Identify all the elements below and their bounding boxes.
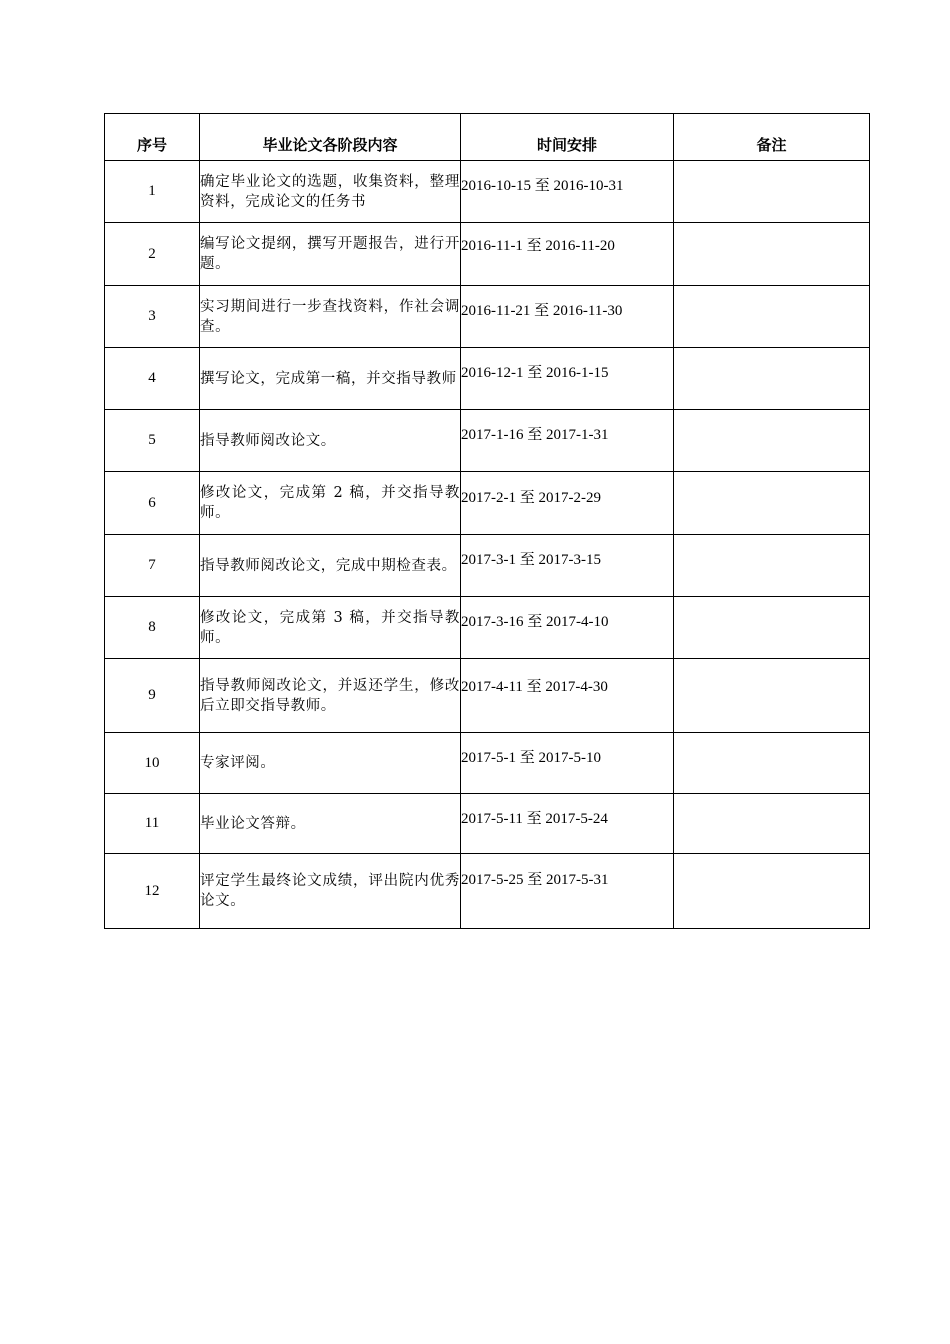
header-note: 备注 bbox=[674, 114, 870, 161]
row-note bbox=[674, 535, 870, 597]
row-content: 指导教师阅改论文，并返还学生，修改后立即交指导教师。 bbox=[200, 659, 461, 733]
table-row bbox=[105, 161, 870, 223]
row-index: 4 bbox=[105, 348, 200, 410]
row-time bbox=[461, 733, 674, 794]
row-index: 7 bbox=[105, 535, 200, 597]
row-note bbox=[674, 348, 870, 410]
row-note bbox=[674, 410, 870, 472]
row-time-text: 2016-11-21 至 2016-11-30 bbox=[461, 303, 623, 319]
header-content: 毕业论文各阶段内容 bbox=[200, 114, 461, 161]
row-time-text: 2016-12-1 至 2016-1-15 bbox=[461, 365, 609, 381]
table-row bbox=[105, 794, 870, 854]
table-row bbox=[105, 854, 870, 929]
row-time bbox=[461, 348, 674, 410]
row-time-text: 2017-3-16 至 2017-4-10 bbox=[461, 614, 609, 630]
table-row bbox=[105, 410, 870, 472]
row-content: 编写论文提纲，撰写开题报告，进行开题。 bbox=[200, 223, 461, 286]
row-index: 6 bbox=[105, 472, 200, 535]
row-note bbox=[674, 286, 870, 348]
table-row bbox=[105, 348, 870, 410]
row-content: 毕业论文答辩。 bbox=[200, 794, 461, 854]
row-time bbox=[461, 410, 674, 472]
row-time-text: 2016-10-15 至 2016-10-31 bbox=[461, 178, 624, 194]
row-index: 3 bbox=[105, 286, 200, 348]
row-note bbox=[674, 794, 870, 854]
row-time bbox=[461, 794, 674, 854]
row-index: 2 bbox=[105, 223, 200, 286]
row-time-text: 2016-11-1 至 2016-11-20 bbox=[461, 237, 615, 254]
row-time bbox=[461, 597, 674, 659]
row-time-text: 2017-5-25 至 2017-5-31 bbox=[461, 871, 609, 888]
row-index: 5 bbox=[105, 410, 200, 472]
table-row bbox=[105, 535, 870, 597]
row-content: 专家评阅。 bbox=[200, 733, 461, 794]
row-time-text: 2017-5-1 至 2017-5-10 bbox=[461, 750, 601, 766]
row-index: 10 bbox=[105, 733, 200, 794]
row-note bbox=[674, 854, 870, 929]
row-time bbox=[461, 286, 674, 348]
row-time bbox=[461, 535, 674, 597]
row-index: 12 bbox=[105, 854, 200, 929]
row-content: 确定毕业论文的选题，收集资料，整理资料，完成论文的任务书 bbox=[200, 161, 461, 223]
table-row bbox=[105, 733, 870, 794]
row-index: 9 bbox=[105, 659, 200, 733]
row-content: 撰写论文，完成第一稿，并交指导教师 bbox=[200, 348, 461, 410]
row-index: 11 bbox=[105, 794, 200, 854]
row-content: 实习期间进行一步查找资料，作社会调查。 bbox=[200, 286, 461, 348]
row-time bbox=[461, 161, 674, 223]
row-time bbox=[461, 854, 674, 929]
row-content: 修改论文，完成第 2 稿，并交指导教师。 bbox=[200, 472, 461, 535]
table-row bbox=[105, 286, 870, 348]
row-time-text: 2017-2-1 至 2017-2-29 bbox=[461, 489, 601, 506]
row-content: 评定学生最终论文成绩，评出院内优秀论文。 bbox=[200, 854, 461, 929]
table-row bbox=[105, 223, 870, 286]
row-note bbox=[674, 733, 870, 794]
table-row bbox=[105, 659, 870, 733]
table-row bbox=[105, 472, 870, 535]
table-row bbox=[105, 597, 870, 659]
row-note bbox=[674, 223, 870, 286]
row-index: 1 bbox=[105, 161, 200, 223]
row-note bbox=[674, 161, 870, 223]
row-note bbox=[674, 597, 870, 659]
row-index: 8 bbox=[105, 597, 200, 659]
row-time-text: 2017-5-11 至 2017-5-24 bbox=[461, 810, 608, 827]
row-time-text: 2017-1-16 至 2017-1-31 bbox=[461, 427, 609, 443]
thesis-schedule-table bbox=[104, 113, 870, 929]
row-note bbox=[674, 472, 870, 535]
row-note bbox=[674, 659, 870, 733]
header-index: 序号 bbox=[105, 114, 200, 161]
row-time bbox=[461, 659, 674, 733]
header-time: 时间安排 bbox=[461, 114, 674, 161]
row-time-text: 2017-3-1 至 2017-3-15 bbox=[461, 552, 601, 568]
row-time bbox=[461, 223, 674, 286]
row-time-text: 2017-4-11 至 2017-4-30 bbox=[461, 679, 608, 695]
row-time bbox=[461, 472, 674, 535]
row-content: 修改论文，完成第 3 稿，并交指导教师。 bbox=[200, 597, 461, 659]
row-content: 指导教师阅改论文。 bbox=[200, 410, 461, 472]
table-header-row bbox=[105, 114, 870, 161]
row-content: 指导教师阅改论文，完成中期检查表。 bbox=[200, 535, 461, 597]
